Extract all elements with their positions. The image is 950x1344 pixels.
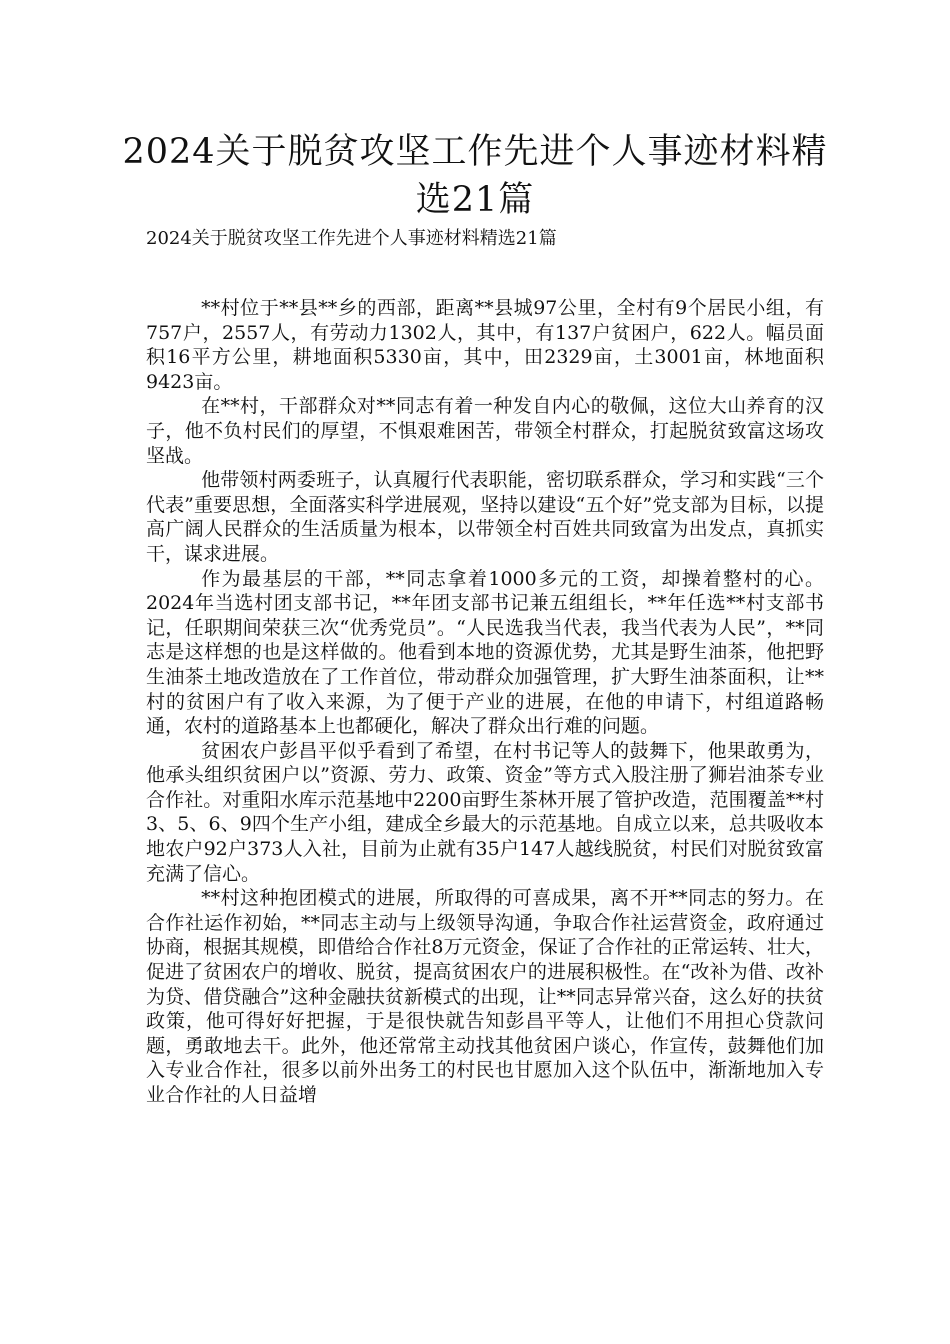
paragraph-5: 贫困农户彭昌平似乎看到了希望，在村书记等人的鼓舞下，他果敢勇为，他承头组织贫困户以”资源、劳力、政策、资金”等方式入股注册了狮岩油茶专业合作社。对重阳水库示范基地中2200亩野生茶林开展了管护改造，范围覆盖**村3、5、6、9四个生产小组，建成全乡最大的示范基地。自成立以来，总共吸收本地农户92户373人入社，目前为止就有35户147人越线脱贫，村民们对脱贫致富充满了信心。 (146, 739, 824, 885)
paragraph-1: **村位于**县**乡的西部，距离**县城97公里，全村有9个居民小组，有757户，2557人，有劳动力1302人，其中，有137户贫困户，622人。幅员面积16平方公里，耕地面积5330亩，其中，田2329亩，土3001亩，林地面积9423亩。 (146, 297, 824, 393)
paragraph-4: 作为最基层的干部，**同志拿着1000多元的工资，却操着整村的心。2024年当选村团支部书记，**年团支部书记兼五组组长，**年任选**村支部书记，任职期间荣获三次“优秀党员”。“人民选我当代表，我当代表为人民”，**同志是这样想的也是这样做的。他看到本地的资源优势，尤其是野生油茶，他把野生油茶土地改造放在了工作首位，带动群众加强管理，扩大野生油茶面积，让**村的贫困户有了收入来源，为了便于产业的进展，在他的申请下，村组道路畅通，农村的道路基本上也都硬化，解决了群众出行难的问题。 (146, 567, 824, 738)
paragraph-6: **村这种抱团模式的进展，所取得的可喜成果，离不开**同志的努力。在合作社运作初始，**同志主动与上级领导沟通，争取合作社运营资金，政府通过协商，根据其规模，即借给合作社8万元资金，保证了合作社的正常运转、壮大，促进了贫困农户的增收、脱贫，提高贫困农户的进展积极性。在“改补为借、改补为贷、借贷融合”这种金融扶贫新模式的出现，让**同志异常兴奋，这么好的扶贫政策，他可得好好把握，于是很快就告知彭昌平等人，让他们不用担心贷款问题，勇敢地去干。此外，他还常常主动找其他贫困户谈心，作宣传，鼓舞他们加入专业合作社，很多以前外出务工的村民也甘愿加入这个队伍中，渐渐地加入专业合作社的人日益增 (146, 887, 824, 1106)
document-subtitle: 2024关于脱贫攻坚工作先进个人事迹材料精选21篇 (146, 228, 557, 249)
document-body (146, 296, 824, 1108)
document-title: 2024关于脱贫攻坚工作先进个人事迹材料精选21篇 (122, 132, 828, 220)
paragraph-2: 在**村，干部群众对**同志有着一种发自内心的敬佩，这位大山养育的汉子，他不负村民们的厚望，不惧艰难困苦，带领全村群众，打起脱贫致富这场攻坚战。 (146, 395, 824, 467)
paragraph-3: 他带领村两委班子，认真履行代表职能，密切联系群众，学习和实践“三个代表”重要思想，全面落实科学进展观，坚持以建设“五个好”党支部为目标，以提高广阔人民群众的生活质量为根本，以带领全村百姓共同致富为出发点，真抓实干，谋求进展。 (146, 469, 824, 565)
